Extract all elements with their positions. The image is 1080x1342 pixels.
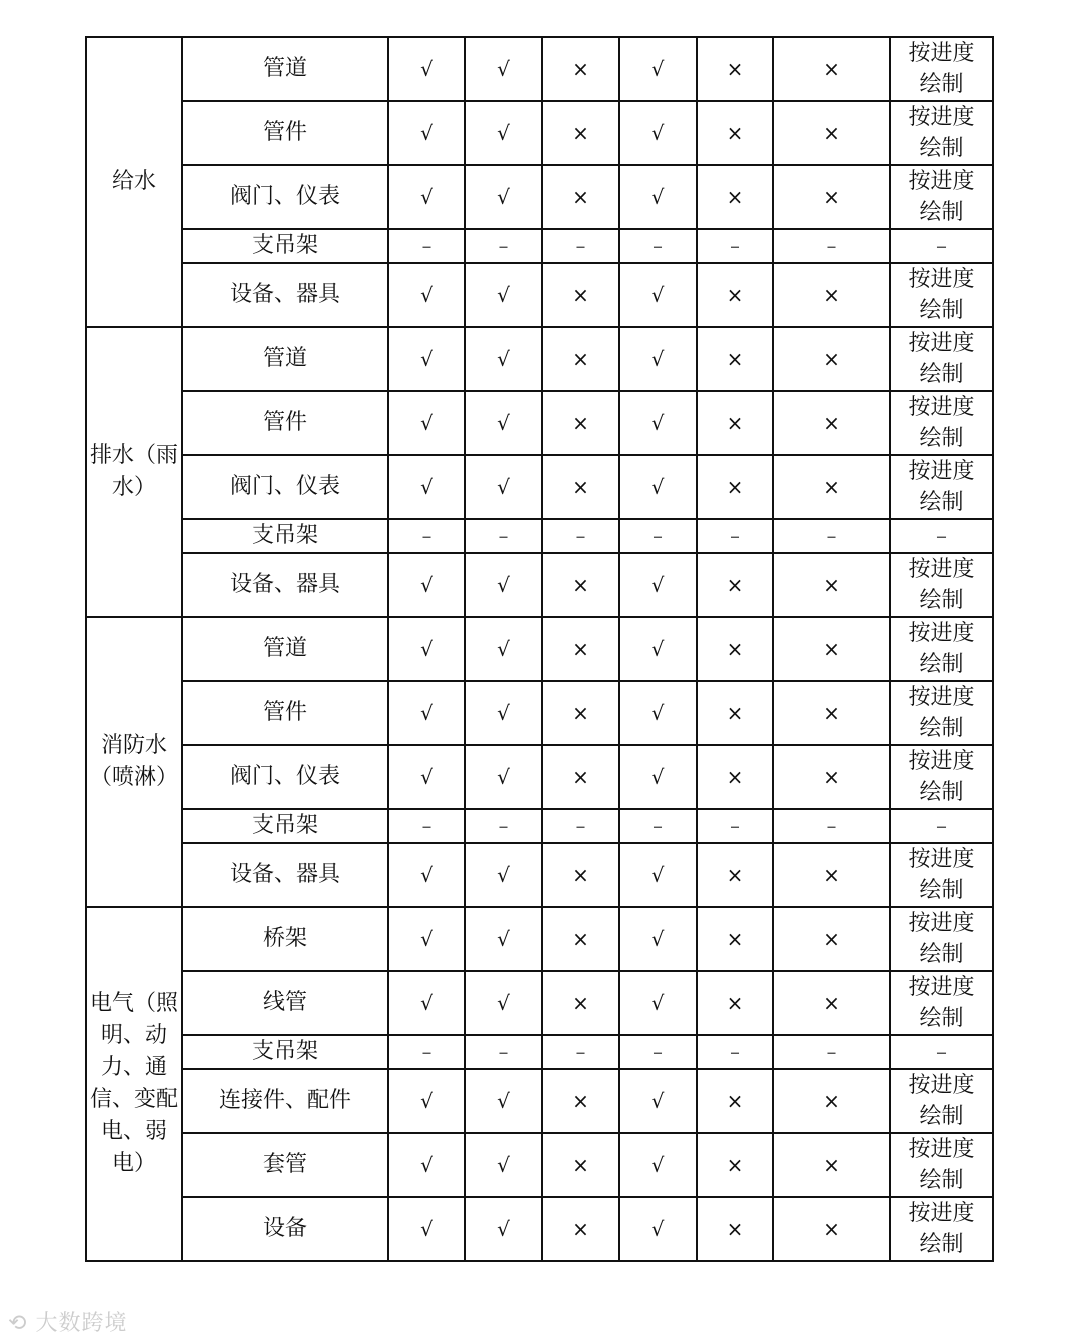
item-name-cell: 套管 <box>182 1133 388 1197</box>
requirements-table <box>85 36 994 1262</box>
cross-mark: × <box>773 1197 890 1261</box>
note-cell: 按进度绘制 <box>890 455 993 519</box>
check-mark: √ <box>388 455 465 519</box>
cross-mark: × <box>697 553 773 617</box>
cross-mark: × <box>542 1069 619 1133</box>
check-mark: √ <box>619 1133 697 1197</box>
dash-mark: – <box>465 519 542 553</box>
table-row <box>86 681 993 745</box>
group-name-cell: 消防水（喷淋） <box>86 617 182 907</box>
check-mark: √ <box>465 1133 542 1197</box>
group-name-cell: 电气（照明、动力、通信、变配电、弱电） <box>86 907 182 1261</box>
item-name-cell: 线管 <box>182 971 388 1035</box>
note-cell: – <box>890 809 993 843</box>
table-body <box>86 37 993 1261</box>
cross-mark: × <box>773 391 890 455</box>
dash-mark: – <box>619 809 697 843</box>
watermark-text: 大数跨境 <box>35 1311 128 1336</box>
table-row <box>86 101 993 165</box>
check-mark: √ <box>465 617 542 681</box>
note-cell: 按进度绘制 <box>890 681 993 745</box>
note-cell: 按进度绘制 <box>890 1197 993 1261</box>
table-row <box>86 1069 993 1133</box>
cross-mark: × <box>773 745 890 809</box>
check-mark: √ <box>619 745 697 809</box>
check-mark: √ <box>388 907 465 971</box>
cross-mark: × <box>697 37 773 101</box>
check-mark: √ <box>619 455 697 519</box>
item-name-cell: 支吊架 <box>182 1035 388 1069</box>
check-mark: √ <box>465 327 542 391</box>
check-mark: √ <box>619 617 697 681</box>
table-row <box>86 327 993 391</box>
check-mark: √ <box>619 553 697 617</box>
check-mark: √ <box>465 1197 542 1261</box>
dash-mark: – <box>697 229 773 263</box>
note-cell: 按进度绘制 <box>890 165 993 229</box>
cross-mark: × <box>773 101 890 165</box>
note-cell: 按进度绘制 <box>890 553 993 617</box>
dash-mark: – <box>542 519 619 553</box>
cross-mark: × <box>542 1197 619 1261</box>
check-mark: √ <box>388 165 465 229</box>
note-cell: 按进度绘制 <box>890 1133 993 1197</box>
cross-mark: × <box>697 745 773 809</box>
dash-mark: – <box>388 229 465 263</box>
table-row <box>86 553 993 617</box>
cross-mark: × <box>773 553 890 617</box>
check-mark: √ <box>465 263 542 327</box>
dash-mark: – <box>697 809 773 843</box>
check-mark: √ <box>388 1197 465 1261</box>
check-mark: √ <box>465 745 542 809</box>
cross-mark: × <box>542 327 619 391</box>
table-row <box>86 229 993 263</box>
item-name-cell: 阀门、仪表 <box>182 165 388 229</box>
table-row <box>86 263 993 327</box>
dash-mark: – <box>465 1035 542 1069</box>
table-row <box>86 1035 993 1069</box>
check-mark: √ <box>388 745 465 809</box>
cross-mark: × <box>773 37 890 101</box>
check-mark: √ <box>619 327 697 391</box>
note-cell: 按进度绘制 <box>890 617 993 681</box>
check-mark: √ <box>619 1197 697 1261</box>
check-mark: √ <box>619 681 697 745</box>
cross-mark: × <box>773 1069 890 1133</box>
note-cell: 按进度绘制 <box>890 971 993 1035</box>
cross-mark: × <box>773 681 890 745</box>
cross-mark: × <box>773 1133 890 1197</box>
check-mark: √ <box>465 971 542 1035</box>
dash-mark: – <box>542 229 619 263</box>
check-mark: √ <box>388 1133 465 1197</box>
cross-mark: × <box>697 165 773 229</box>
item-name-cell: 阀门、仪表 <box>182 745 388 809</box>
group-name-cell: 给水 <box>86 37 182 327</box>
cross-mark: × <box>773 165 890 229</box>
note-cell: 按进度绘制 <box>890 745 993 809</box>
dash-mark: – <box>619 229 697 263</box>
cross-mark: × <box>542 843 619 907</box>
cross-mark: × <box>773 455 890 519</box>
group-name-cell: 排水（雨水） <box>86 327 182 617</box>
check-mark: √ <box>388 391 465 455</box>
cross-mark: × <box>697 327 773 391</box>
note-cell: 按进度绘制 <box>890 907 993 971</box>
table-row <box>86 391 993 455</box>
check-mark: √ <box>465 553 542 617</box>
check-mark: √ <box>465 681 542 745</box>
item-name-cell: 管道 <box>182 327 388 391</box>
item-name-cell: 管件 <box>182 391 388 455</box>
item-name-cell: 设备、器具 <box>182 263 388 327</box>
dash-mark: – <box>388 519 465 553</box>
cross-mark: × <box>542 263 619 327</box>
check-mark: √ <box>619 971 697 1035</box>
note-cell: – <box>890 519 993 553</box>
check-mark: √ <box>619 263 697 327</box>
cross-mark: × <box>697 101 773 165</box>
check-mark: √ <box>619 165 697 229</box>
table-row <box>86 165 993 229</box>
item-name-cell: 设备 <box>182 1197 388 1261</box>
check-mark: √ <box>388 553 465 617</box>
check-mark: √ <box>465 907 542 971</box>
note-cell: 按进度绘制 <box>890 1069 993 1133</box>
check-mark: √ <box>388 327 465 391</box>
check-mark: √ <box>465 37 542 101</box>
note-cell: – <box>890 1035 993 1069</box>
item-name-cell: 连接件、配件 <box>182 1069 388 1133</box>
cross-mark: × <box>697 843 773 907</box>
table-row <box>86 809 993 843</box>
check-mark: √ <box>388 617 465 681</box>
check-mark: √ <box>465 101 542 165</box>
cross-mark: × <box>542 617 619 681</box>
cross-mark: × <box>542 165 619 229</box>
cross-mark: × <box>697 681 773 745</box>
table-row <box>86 745 993 809</box>
cross-mark: × <box>697 263 773 327</box>
check-mark: √ <box>619 391 697 455</box>
item-name-cell: 设备、器具 <box>182 843 388 907</box>
item-name-cell: 管道 <box>182 37 388 101</box>
cross-mark: × <box>697 971 773 1035</box>
cross-mark: × <box>773 843 890 907</box>
table-row <box>86 907 993 971</box>
item-name-cell: 支吊架 <box>182 519 388 553</box>
table-row <box>86 37 993 101</box>
check-mark: √ <box>619 37 697 101</box>
dash-mark: – <box>542 1035 619 1069</box>
check-mark: √ <box>388 37 465 101</box>
dash-mark: – <box>619 1035 697 1069</box>
table-row <box>86 1133 993 1197</box>
dash-mark: – <box>388 1035 465 1069</box>
note-cell: 按进度绘制 <box>890 37 993 101</box>
dash-mark: – <box>465 229 542 263</box>
item-name-cell: 管件 <box>182 681 388 745</box>
check-mark: √ <box>388 101 465 165</box>
table-row <box>86 455 993 519</box>
cross-mark: × <box>697 391 773 455</box>
cross-mark: × <box>542 681 619 745</box>
dash-mark: – <box>773 1035 890 1069</box>
note-cell: 按进度绘制 <box>890 101 993 165</box>
item-name-cell: 设备、器具 <box>182 553 388 617</box>
table-row <box>86 519 993 553</box>
cross-mark: × <box>697 1069 773 1133</box>
check-mark: √ <box>388 263 465 327</box>
item-name-cell: 管件 <box>182 101 388 165</box>
check-mark: √ <box>465 455 542 519</box>
cross-mark: × <box>542 745 619 809</box>
dash-mark: – <box>542 809 619 843</box>
note-cell: 按进度绘制 <box>890 843 993 907</box>
cross-mark: × <box>773 617 890 681</box>
check-mark: √ <box>465 165 542 229</box>
cross-mark: × <box>773 263 890 327</box>
cross-mark: × <box>773 971 890 1035</box>
check-mark: √ <box>465 391 542 455</box>
cross-mark: × <box>697 617 773 681</box>
check-mark: √ <box>465 843 542 907</box>
cross-mark: × <box>542 37 619 101</box>
check-mark: √ <box>619 1069 697 1133</box>
cross-mark: × <box>542 907 619 971</box>
dash-mark: – <box>773 519 890 553</box>
dash-mark: – <box>773 229 890 263</box>
cross-mark: × <box>697 1197 773 1261</box>
item-name-cell: 桥架 <box>182 907 388 971</box>
cross-mark: × <box>542 455 619 519</box>
cross-mark: × <box>542 971 619 1035</box>
table-row <box>86 971 993 1035</box>
cross-mark: × <box>697 1133 773 1197</box>
cross-mark: × <box>542 391 619 455</box>
dash-mark: – <box>619 519 697 553</box>
check-mark: √ <box>619 843 697 907</box>
table-row <box>86 843 993 907</box>
item-name-cell: 支吊架 <box>182 229 388 263</box>
item-name-cell: 阀门、仪表 <box>182 455 388 519</box>
dash-mark: – <box>465 809 542 843</box>
item-name-cell: 支吊架 <box>182 809 388 843</box>
check-mark: √ <box>619 101 697 165</box>
check-mark: √ <box>388 681 465 745</box>
table-row <box>86 617 993 681</box>
cross-mark: × <box>542 1133 619 1197</box>
cross-mark: × <box>542 101 619 165</box>
check-mark: √ <box>388 1069 465 1133</box>
dash-mark: – <box>388 809 465 843</box>
watermark-logo <box>8 1306 127 1337</box>
note-cell: 按进度绘制 <box>890 263 993 327</box>
dash-mark: – <box>697 519 773 553</box>
check-mark: √ <box>388 843 465 907</box>
dash-mark: – <box>773 809 890 843</box>
note-cell: 按进度绘制 <box>890 391 993 455</box>
check-mark: √ <box>619 907 697 971</box>
note-cell: – <box>890 229 993 263</box>
note-cell: 按进度绘制 <box>890 327 993 391</box>
check-mark: √ <box>465 1069 542 1133</box>
item-name-cell: 管道 <box>182 617 388 681</box>
cross-mark: × <box>697 907 773 971</box>
table-row <box>86 1197 993 1261</box>
logo-icon: ⟲ <box>8 1311 28 1336</box>
cross-mark: × <box>697 455 773 519</box>
cross-mark: × <box>773 327 890 391</box>
check-mark: √ <box>388 971 465 1035</box>
cross-mark: × <box>773 907 890 971</box>
dash-mark: – <box>697 1035 773 1069</box>
cross-mark: × <box>542 553 619 617</box>
